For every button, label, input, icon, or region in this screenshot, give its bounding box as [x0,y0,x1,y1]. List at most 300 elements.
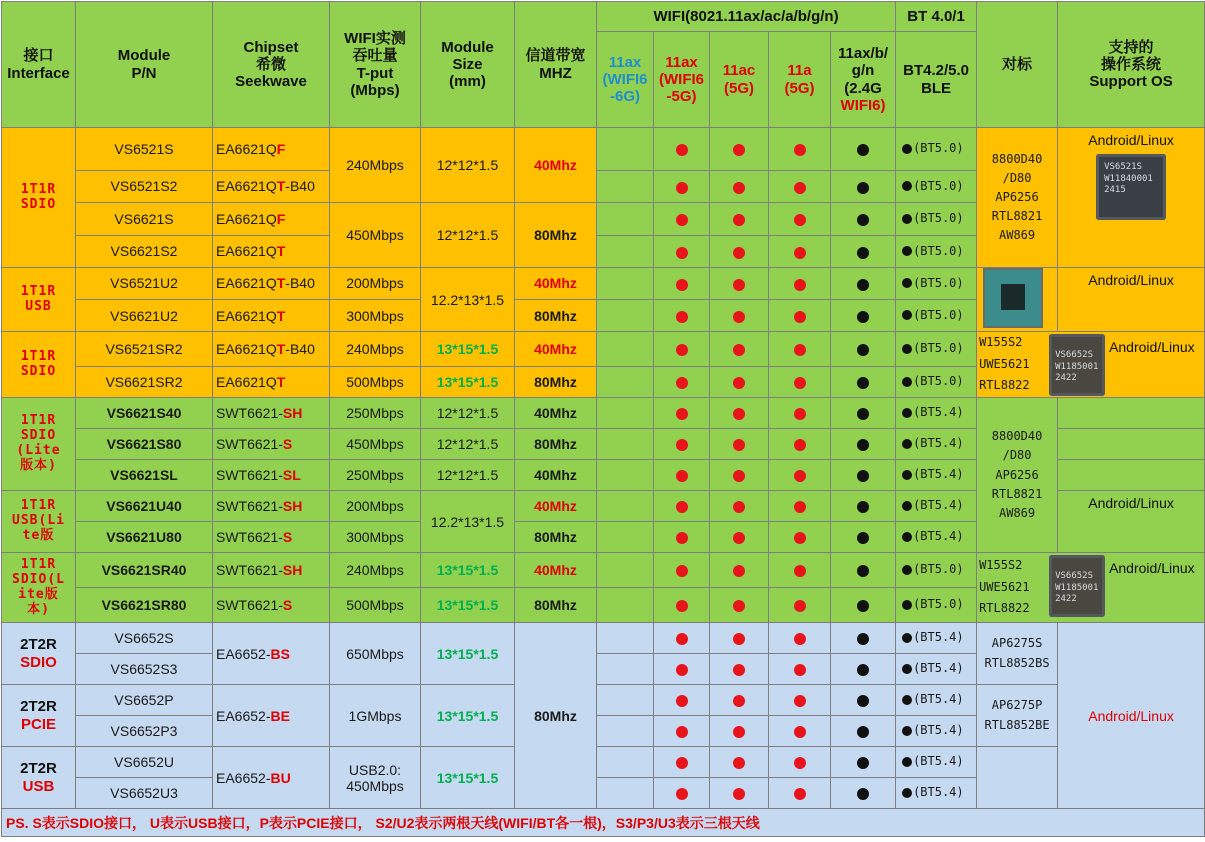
pn-cell: VS6621U40 [76,491,213,522]
header-bandwidth: 信道带宽 MHZ [515,2,597,128]
red-dot-icon [676,633,688,645]
cap-11bgn [831,716,896,747]
red-dot-icon [676,144,688,156]
cap-11a [769,491,831,522]
black-dot-icon [902,788,912,798]
cap-11bgn [831,332,896,367]
cap-11ac [710,236,769,268]
cap-11a [769,778,831,809]
cap-11ax-6g [597,623,654,654]
benchmark-cell: AP6275P RTL8852BE [977,685,1058,747]
cap-11ax-6g [597,716,654,747]
red-dot-icon [676,279,688,291]
black-dot-icon [902,633,912,643]
header-11ax-6g: 11ax (WIFI6 -6G) [597,32,654,128]
red-dot-icon [676,695,688,707]
black-dot-icon [902,532,912,542]
tput-cell: 500Mbps [330,588,421,623]
tput-cell: 300Mbps [330,522,421,553]
bt-cell: (BT5.0) [896,268,977,300]
chipset-cell: SWT6621-SH [213,491,330,522]
tput-cell: 650Mbps [330,623,421,685]
red-dot-icon [733,633,745,645]
red-dot-icon [733,182,745,194]
black-dot-icon [902,214,912,224]
red-dot-icon [794,726,806,738]
bt-cell: (BT5.4) [896,623,977,654]
red-dot-icon [794,408,806,420]
cap-11ac [710,300,769,332]
size-cell: 12*12*1.5 [421,429,515,460]
interface-cell: 2T2R USB [2,747,76,809]
cap-11ax-6g [597,460,654,491]
size-cell: 12*12*1.5 [421,398,515,429]
chipset-cell: EA6621QT [213,300,330,332]
bt-cell: (BT5.0) [896,300,977,332]
interface-cell: 1T1R SDIO (Lite 版本) [2,398,76,491]
size-cell: 13*15*1.5 [421,623,515,685]
os-cell [1058,460,1205,491]
benchmark-cell [977,553,1205,623]
red-dot-icon [676,439,688,451]
red-dot-icon [676,788,688,800]
cap-11ax-6g [597,332,654,367]
header-os: 支持的 操作系统 Support OS [1058,2,1205,128]
black-dot-icon [857,664,869,676]
cap-11ax-5g [654,268,710,300]
red-dot-icon [794,439,806,451]
bandwidth-cell: 80Mhz [515,623,597,809]
cap-11a [769,588,831,623]
red-dot-icon [733,501,745,513]
red-dot-icon [676,408,688,420]
bandwidth-cell: 40Mhz [515,398,597,429]
bandwidth-cell: 80Mhz [515,300,597,332]
bt-cell: (BT5.0) [896,588,977,623]
bandwidth-cell: 80Mhz [515,203,597,268]
pn-cell: VS6652U [76,747,213,778]
header-bt: BT4.2/5.0 BLE [896,32,977,128]
black-dot-icon [857,532,869,544]
cap-11ax-6g [597,429,654,460]
chipset-cell: EA6652-BE [213,685,330,747]
cap-11ax-5g [654,429,710,460]
benchmark-line: RTL8822 [979,601,1030,616]
tput-cell: 300Mbps [330,300,421,332]
bt-cell: (BT5.4) [896,398,977,429]
red-dot-icon [794,664,806,676]
header-row-1 [2,2,1205,32]
bandwidth-cell: 40Mhz [515,332,597,367]
bt-cell: (BT5.0) [896,171,977,203]
red-dot-icon [794,344,806,356]
chipset-cell: EA6621QF [213,128,330,171]
benchmark-cell [977,747,1058,809]
cap-11bgn [831,203,896,236]
red-dot-icon [676,532,688,544]
module-chip-image: VS6652S W1185001 2422 [1049,334,1105,396]
black-dot-icon [857,279,869,291]
pn-cell: VS6621S2 [76,236,213,268]
os-cell [1058,429,1205,460]
cap-11a [769,398,831,429]
black-dot-icon [902,501,912,511]
header-11a: 11a (5G) [769,32,831,128]
black-dot-icon [857,408,869,420]
bt-cell: (BT5.4) [896,522,977,553]
bandwidth-cell: 40Mhz [515,128,597,203]
black-dot-icon [857,565,869,577]
benchmark-cell: 8800D40 /D80 AP6256 RTL8821 AW869 [977,398,1058,553]
cap-11ax-5g [654,778,710,809]
cap-11ac [710,398,769,429]
size-cell: 13*15*1.5 [421,553,515,588]
cap-11bgn [831,623,896,654]
table-row [2,553,1205,588]
tput-cell: 450Mbps [330,429,421,460]
cap-11ax-5g [654,491,710,522]
bandwidth-cell: 40Mhz [515,268,597,300]
tput-cell: 500Mbps [330,367,421,398]
red-dot-icon [794,501,806,513]
tput-cell: 250Mbps [330,398,421,429]
black-dot-icon [902,144,912,154]
pn-cell: VS6521S2 [76,171,213,203]
interface-cell: 1T1R SDIO(L ite版 本) [2,553,76,623]
red-dot-icon [676,757,688,769]
pn-cell: VS6621SR40 [76,553,213,588]
footnote-row [2,809,1205,837]
red-dot-icon [676,501,688,513]
header-11ac: 11ac (5G) [710,32,769,128]
tput-cell: 200Mbps [330,268,421,300]
table-row [2,398,1205,429]
black-dot-icon [857,311,869,323]
cap-11ax-5g [654,716,710,747]
red-dot-icon [794,757,806,769]
cap-11ac [710,588,769,623]
cap-11a [769,522,831,553]
benchmark-line: RTL8822 [979,378,1030,393]
red-dot-icon [733,664,745,676]
cap-11ax-5g [654,236,710,268]
black-dot-icon [857,633,869,645]
interface-cell: 1T1R SDIO [2,332,76,398]
black-dot-icon [902,439,912,449]
black-dot-icon [902,695,912,705]
cap-11ax-5g [654,460,710,491]
header-benchmark: 对标 [977,2,1058,128]
red-dot-icon [733,565,745,577]
red-dot-icon [733,600,745,612]
cap-11bgn [831,429,896,460]
black-dot-icon [902,310,912,320]
bt-cell: (BT5.4) [896,429,977,460]
cap-11ax-5g [654,685,710,716]
black-dot-icon [857,377,869,389]
header-chipset: Chipset 希微 Seekwave [213,2,330,128]
bt-cell: (BT5.4) [896,716,977,747]
benchmark-cell [977,332,1205,398]
cap-11ax-5g [654,128,710,171]
red-dot-icon [733,788,745,800]
cap-11ax-6g [597,588,654,623]
cap-11ax-6g [597,203,654,236]
size-cell: 12.2*13*1.5 [421,268,515,332]
black-dot-icon [902,278,912,288]
cap-11bgn [831,522,896,553]
red-dot-icon [794,633,806,645]
cap-11ac [710,268,769,300]
cap-11a [769,332,831,367]
cap-11a [769,716,831,747]
size-cell: 12.2*13*1.5 [421,491,515,553]
red-dot-icon [676,600,688,612]
cap-11bgn [831,300,896,332]
tput-cell: 200Mbps [330,491,421,522]
black-dot-icon [902,344,912,354]
cap-11bgn [831,460,896,491]
red-dot-icon [733,757,745,769]
cap-11a [769,300,831,332]
pn-cell: VS6652S [76,623,213,654]
usb-module-image [983,268,1043,328]
benchmark-line: W155S2 [979,335,1023,350]
size-cell: 12*12*1.5 [421,203,515,268]
tput-cell: 450Mbps [330,203,421,268]
table-row [2,747,1205,778]
cap-11bgn [831,491,896,522]
tput-cell: 240Mbps [330,332,421,367]
os-cell [1058,398,1205,429]
red-dot-icon [676,311,688,323]
red-dot-icon [676,214,688,226]
os-cell [1058,268,1205,332]
cap-11ax-5g [654,332,710,367]
header-bt-group: BT 4.0/1 [896,2,977,32]
pn-cell: VS6521S [76,128,213,171]
table-row [2,128,1205,171]
header-size: Module Size (mm) [421,2,515,128]
pn-cell: VS6621S80 [76,429,213,460]
pn-cell: VS6621S [76,203,213,236]
bt-cell: (BT5.0) [896,128,977,171]
chipset-cell: SWT6621-SH [213,398,330,429]
red-dot-icon [676,664,688,676]
table-row [2,332,1205,367]
red-dot-icon [794,279,806,291]
pn-cell: VS6652U3 [76,778,213,809]
cap-11ac [710,623,769,654]
cap-11ax-5g [654,398,710,429]
cap-11ac [710,747,769,778]
chipset-cell: EA6621QT [213,236,330,268]
black-dot-icon [902,600,912,610]
black-dot-icon [902,377,912,387]
pn-cell: VS6621S40 [76,398,213,429]
cap-11a [769,553,831,588]
chipset-cell: EA6652-BU [213,747,330,809]
cap-11ax-6g [597,171,654,203]
bandwidth-cell: 40Mhz [515,553,597,588]
bt-cell: (BT5.0) [896,203,977,236]
red-dot-icon [794,182,806,194]
os-label: Android/Linux [1109,560,1195,577]
red-dot-icon [733,247,745,259]
cap-11ac [710,685,769,716]
red-dot-icon [733,214,745,226]
table-row [2,268,1205,300]
os-label: Android/Linux [1088,132,1174,148]
header-throughput: WIFI实测 吞吐量 T-put (Mbps) [330,2,421,128]
bt-cell: (BT5.4) [896,747,977,778]
black-dot-icon [902,408,912,418]
header-11bgn: 11ax/b/ g/n (2.4G WIFI6) [831,32,896,128]
pn-cell: VS6621SR80 [76,588,213,623]
chipset-cell: EA6621QT-B40 [213,332,330,367]
chipset-cell: EA6621QF [213,203,330,236]
cap-11a [769,429,831,460]
tput-cell: 250Mbps [330,460,421,491]
black-dot-icon [857,144,869,156]
cap-11bgn [831,398,896,429]
chipset-cell: SWT6621-SH [213,553,330,588]
pn-cell: VS6621U2 [76,300,213,332]
chipset-cell: EA6652-BS [213,623,330,685]
os-cell [1058,491,1205,553]
interface-cell: 1T1R USB(Li te版 [2,491,76,553]
red-dot-icon [733,344,745,356]
cap-11bgn [831,171,896,203]
os-cell [1058,128,1205,268]
bandwidth-cell: 80Mhz [515,522,597,553]
cap-11ax-5g [654,367,710,398]
pn-cell: VS6652P3 [76,716,213,747]
black-dot-icon [857,788,869,800]
cap-11ax-6g [597,491,654,522]
os-label: Android/Linux [1088,272,1174,288]
red-dot-icon [733,695,745,707]
table-row [2,623,1205,654]
cap-11ax-6g [597,747,654,778]
red-dot-icon [794,788,806,800]
red-dot-icon [794,311,806,323]
red-dot-icon [676,377,688,389]
cap-11ax-6g [597,654,654,685]
black-dot-icon [857,501,869,513]
red-dot-icon [733,311,745,323]
bandwidth-cell: 80Mhz [515,429,597,460]
chipset-cell: EA6621QT-B40 [213,268,330,300]
pn-cell: VS6652P [76,685,213,716]
pn-cell: VS6621SR2 [76,367,213,398]
red-dot-icon [733,144,745,156]
size-cell: 13*15*1.5 [421,685,515,747]
red-dot-icon [794,565,806,577]
cap-11ax-6g [597,367,654,398]
red-dot-icon [676,726,688,738]
benchmark-line: W155S2 [979,558,1023,573]
red-dot-icon [676,344,688,356]
red-dot-icon [733,726,745,738]
cap-11ax-6g [597,778,654,809]
bandwidth-cell: 40Mhz [515,491,597,522]
red-dot-icon [733,279,745,291]
cap-11ax-5g [654,522,710,553]
module-chip-image: VS6652S W1185001 2422 [1049,555,1105,617]
bt-cell: (BT5.4) [896,460,977,491]
bt-cell: (BT5.0) [896,553,977,588]
pn-cell: VS6521SR2 [76,332,213,367]
cap-11bgn [831,128,896,171]
cap-11ac [710,367,769,398]
cap-11ax-5g [654,203,710,236]
cap-11ax-5g [654,553,710,588]
cap-11ax-5g [654,300,710,332]
black-dot-icon [857,439,869,451]
cap-11a [769,236,831,268]
header-pn: Module P/N [76,2,213,128]
size-cell: 12*12*1.5 [421,128,515,203]
cap-11a [769,128,831,171]
black-dot-icon [857,247,869,259]
bt-cell: (BT5.0) [896,332,977,367]
cap-11a [769,171,831,203]
black-dot-icon [902,470,912,480]
cap-11ac [710,553,769,588]
bt-cell: (BT5.4) [896,778,977,809]
benchmark-line: UWE5621 [979,579,1030,594]
black-dot-icon [857,344,869,356]
pn-cell: VS6621U80 [76,522,213,553]
spec-table [1,1,1205,837]
bt-cell: (BT5.0) [896,236,977,268]
red-dot-icon [676,565,688,577]
interface-cell: 1T1R SDIO [2,128,76,268]
black-dot-icon [857,726,869,738]
black-dot-icon [902,757,912,767]
bandwidth-cell: 80Mhz [515,367,597,398]
benchmark-cell [977,268,1058,332]
chipset-cell: SWT6621-SL [213,460,330,491]
black-dot-icon [857,470,869,482]
cap-11ax-6g [597,128,654,171]
cap-11ac [710,460,769,491]
size-cell: 13*15*1.5 [421,747,515,809]
cap-11bgn [831,654,896,685]
cap-11ax-6g [597,236,654,268]
red-dot-icon [676,247,688,259]
cap-11ac [710,491,769,522]
cap-11ac [710,429,769,460]
black-dot-icon [857,214,869,226]
os-label: Android/Linux [1088,707,1174,724]
bandwidth-cell: 40Mhz [515,460,597,491]
cap-11a [769,268,831,300]
red-dot-icon [794,695,806,707]
black-dot-icon [902,181,912,191]
bt-cell: (BT5.0) [896,367,977,398]
red-dot-icon [794,600,806,612]
cap-11ac [710,654,769,685]
module-chip-image: VS6521S W11840001 2415 [1096,154,1166,220]
bt-cell: (BT5.4) [896,685,977,716]
cap-11a [769,203,831,236]
red-dot-icon [676,182,688,194]
cap-11a [769,623,831,654]
cap-11bgn [831,367,896,398]
red-dot-icon [794,470,806,482]
